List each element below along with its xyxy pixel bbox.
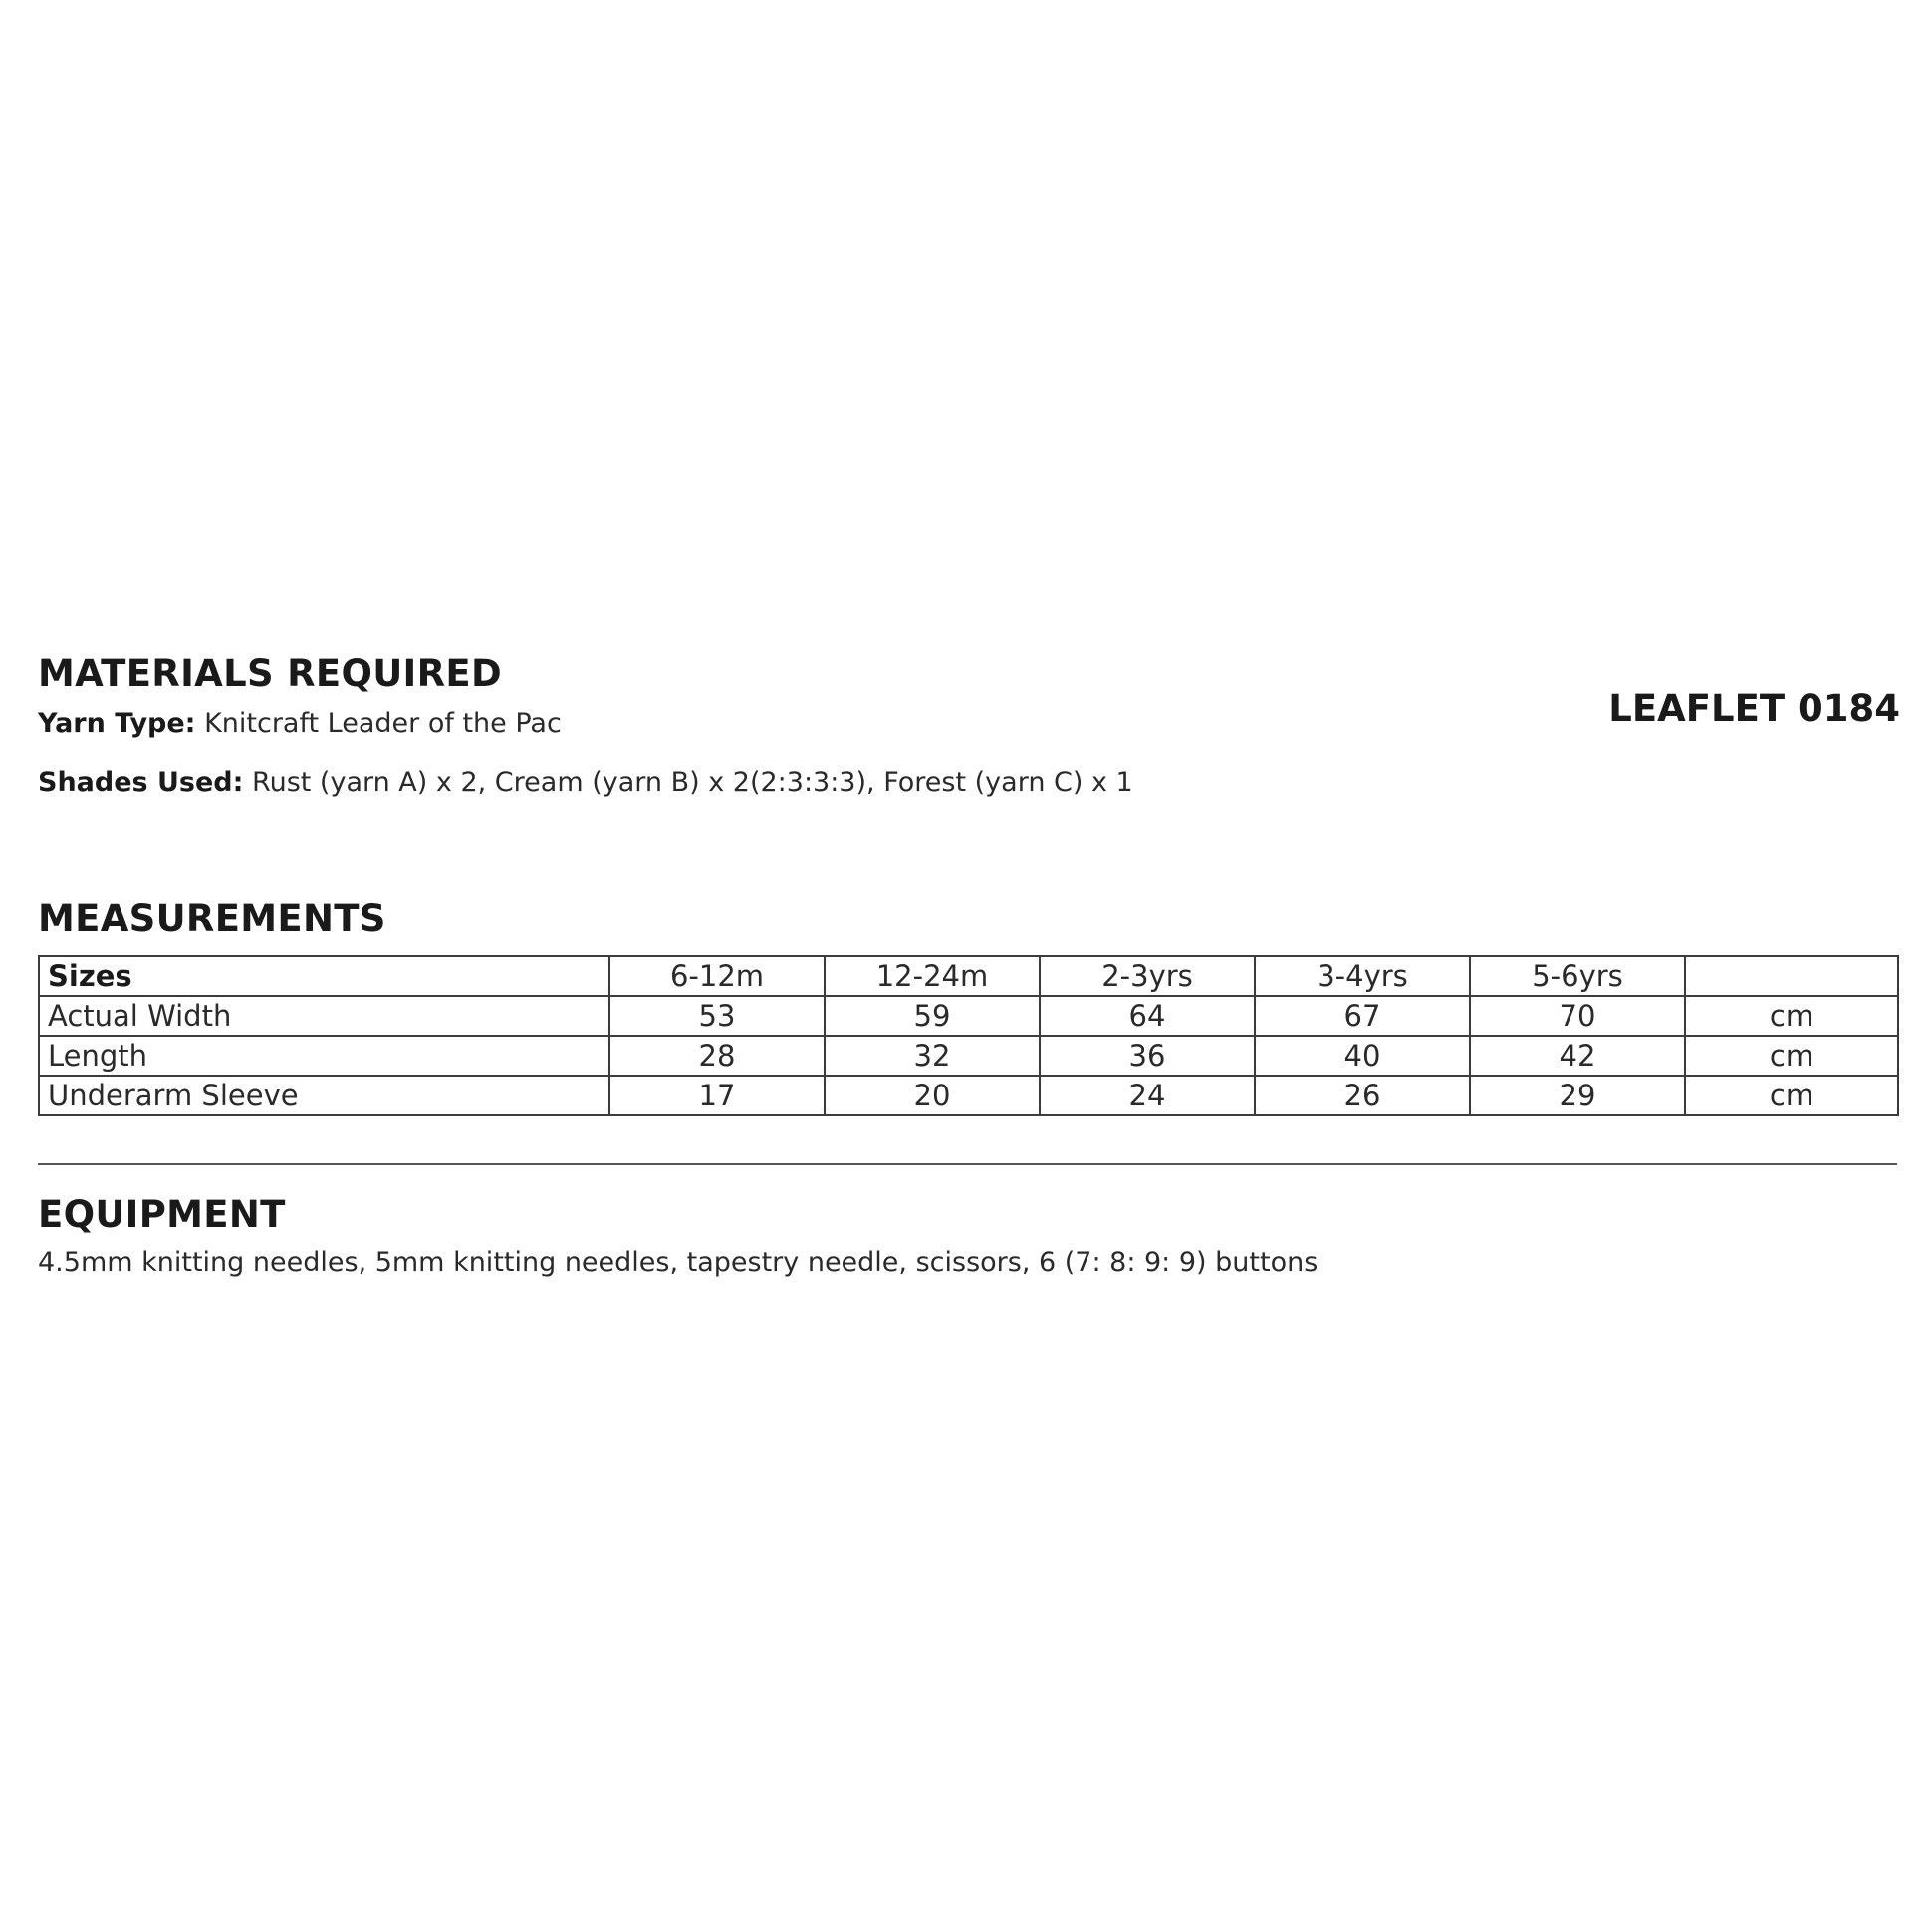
measurements-heading: MEASUREMENTS [38, 897, 386, 940]
header-size-2-3yrs: 2-3yrs [1040, 956, 1255, 996]
header-size-5-6yrs: 5-6yrs [1470, 956, 1685, 996]
leaflet-number: LEAFLET 0184 [1608, 687, 1900, 730]
table-cell: 28 [609, 1036, 825, 1076]
table-cell: 64 [1040, 996, 1255, 1036]
unit-cell: cm [1685, 1076, 1898, 1115]
header-size-3-4yrs: 3-4yrs [1255, 956, 1470, 996]
table-cell: 36 [1040, 1036, 1255, 1076]
equipment-text: 4.5mm knitting needles, 5mm knitting needles, tapestry needle, scissors, 6 (7: 8: 9: 9) buttons [38, 1247, 1319, 1278]
unit-cell: cm [1685, 1036, 1898, 1076]
table-row [39, 1076, 1898, 1115]
header-unit [1685, 956, 1898, 996]
table-header-row [39, 956, 1898, 996]
header-sizes: Sizes [39, 956, 609, 996]
table-cell: 24 [1040, 1076, 1255, 1115]
table-cell: 29 [1470, 1076, 1685, 1115]
row-label: Actual Width [39, 996, 609, 1036]
table-cell: 70 [1470, 996, 1685, 1036]
table-row [39, 1036, 1898, 1076]
table-cell: 53 [609, 996, 825, 1036]
table-cell: 26 [1255, 1076, 1470, 1115]
shades-used-value: Rust (yarn A) x 2, Cream (yarn B) x 2(2:3:3:3), Forest (yarn C) x 1 [252, 767, 1133, 798]
materials-heading: MATERIALS REQUIRED [38, 652, 503, 695]
section-divider [38, 1163, 1897, 1165]
table-cell: 32 [825, 1036, 1040, 1076]
header-size-12-24m: 12-24m [825, 956, 1040, 996]
header-size-6-12m: 6-12m [609, 956, 825, 996]
unit-cell: cm [1685, 996, 1898, 1036]
yarn-type-label: Yarn Type: [38, 708, 196, 739]
table-cell: 67 [1255, 996, 1470, 1036]
table-row [39, 996, 1898, 1036]
yarn-type-line [38, 708, 562, 739]
equipment-heading: EQUIPMENT [38, 1193, 286, 1236]
table-cell: 40 [1255, 1036, 1470, 1076]
shades-used-line [38, 767, 1133, 798]
table-cell: 59 [825, 996, 1040, 1036]
row-label: Underarm Sleeve [39, 1076, 609, 1115]
table-cell: 20 [825, 1076, 1040, 1115]
row-label: Length [39, 1036, 609, 1076]
table-cell: 42 [1470, 1036, 1685, 1076]
yarn-type-value: Knitcraft Leader of the Pac [204, 708, 562, 739]
measurements-table [38, 955, 1899, 1116]
table-cell: 17 [609, 1076, 825, 1115]
shades-used-label: Shades Used: [38, 767, 244, 798]
